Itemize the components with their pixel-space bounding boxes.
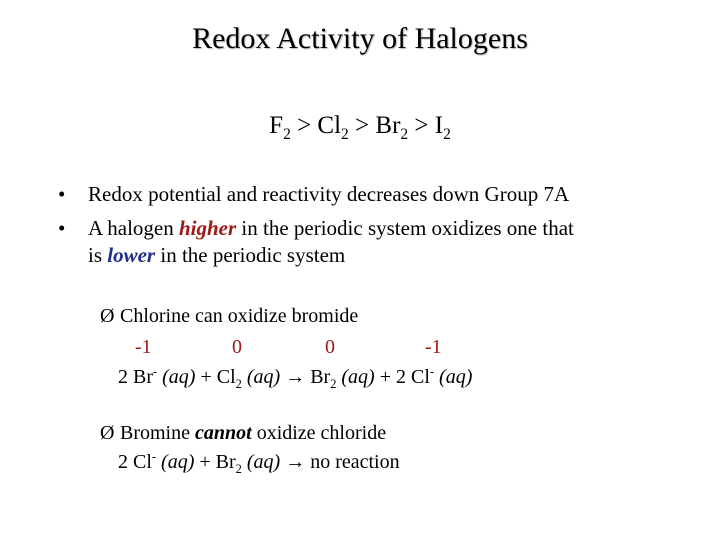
keyword-higher: higher	[178, 216, 237, 240]
reaction-arrow-icon: →	[280, 366, 311, 388]
no-reaction-label: no reaction	[310, 451, 400, 473]
bullet-2-line1: A halogen higher in the periodic system oxidizes one that	[88, 216, 574, 240]
arrow-bullet-icon: Ø	[100, 422, 115, 444]
slide-title: Redox Activity of Halogens	[192, 22, 528, 55]
bullet-2	[58, 216, 574, 241]
bullet-1	[58, 182, 569, 207]
halogen-reactivity-series: $F_2 > Cl_2 > Br_2 > I_2$	[269, 112, 451, 143]
keyword-lower: lower	[107, 243, 156, 267]
bullet-2-line2: is lower in the periodic system	[88, 243, 346, 267]
example-1-heading: Ø Chlorine can oxidize bromide	[100, 305, 359, 327]
keyword-cannot: cannot	[195, 422, 252, 444]
equation-chlorine-bromide: 2 Br- $(aq) + Cl_2$ $(aq) \to Br_2$ (aq) + 2 Cl- (aq)	[118, 364, 473, 391]
oxidation-number: 0	[325, 336, 335, 358]
bullet-dot: •	[58, 216, 66, 240]
bullet-dot: •	[58, 182, 66, 206]
example-2-heading: Ø Bromine cannot oxidize chloride	[100, 422, 387, 444]
oxidation-number: -1	[135, 336, 152, 358]
bullet-1-text: Redox potential and reactivity decreases down Group 7A	[88, 182, 570, 206]
equation-bromine-chloride: 2 Cl- $(aq) + Br_2$ (aq) → no reaction	[118, 449, 400, 476]
reaction-arrow-icon: →	[280, 451, 311, 473]
oxidation-number: 0	[232, 336, 242, 358]
arrow-bullet-icon: Ø	[100, 305, 115, 327]
oxidation-number: -1	[425, 336, 442, 358]
